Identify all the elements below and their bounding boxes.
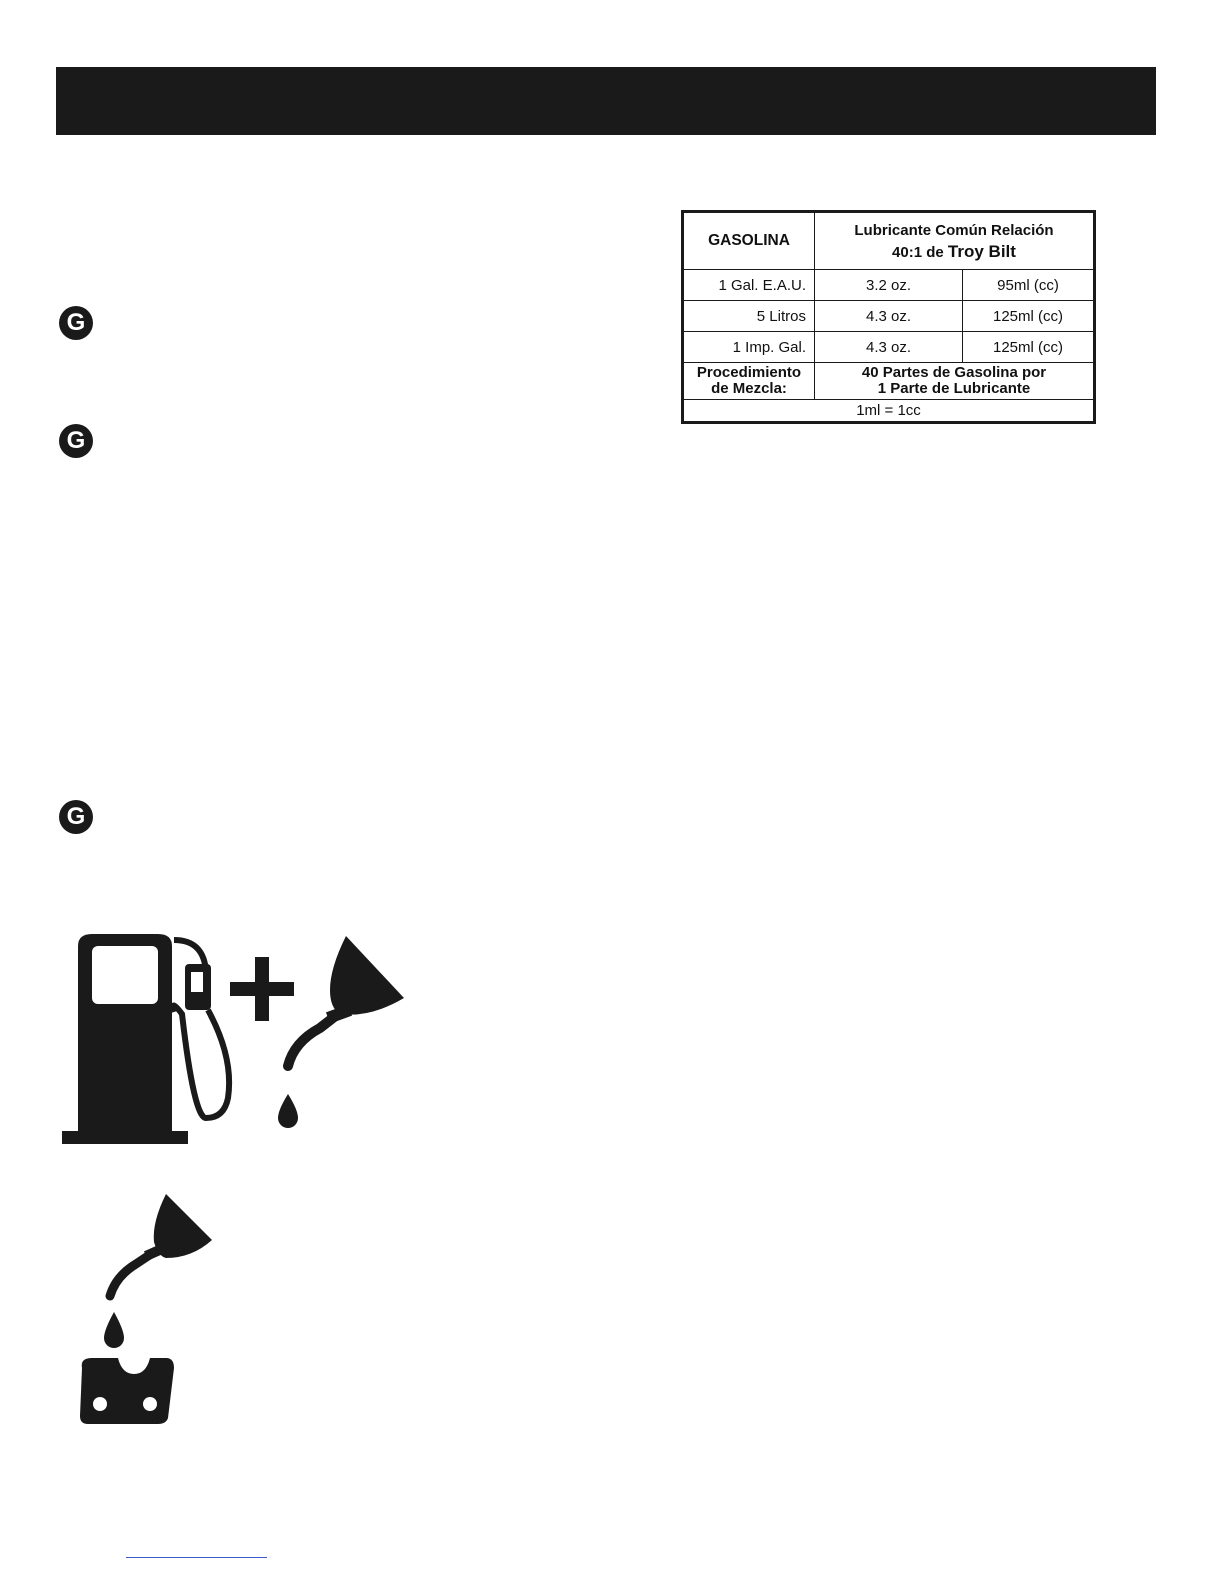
- table-row: [683, 301, 1095, 332]
- g-marker-badge: G: [59, 306, 93, 340]
- g-marker-badge: G: [59, 424, 93, 458]
- cell-gasoline: 1 Gal. E.A.U.: [683, 270, 815, 301]
- cell-gasoline: 5 Litros: [683, 301, 815, 332]
- procedure-label: [683, 363, 815, 400]
- fuel-pump-plus-oil-can-icon: [58, 928, 408, 1153]
- cell-ml: 125ml (cc): [963, 332, 1095, 363]
- header-gasoline: GASOLINA: [683, 212, 815, 270]
- table-header-row: [683, 212, 1095, 270]
- cell-ml: 125ml (cc): [963, 301, 1095, 332]
- header-lubricant: [815, 212, 1095, 270]
- table-row: [683, 332, 1095, 363]
- procedure-label-line2: de Mezcla:: [711, 380, 787, 397]
- cell-ml: 95ml (cc): [963, 270, 1095, 301]
- procedure-label-line1: Procedimiento: [696, 364, 802, 381]
- section-header-bar: [56, 67, 1156, 135]
- footnote-row: [683, 400, 1095, 423]
- procedure-row: [683, 363, 1095, 400]
- header-lubricant-ratio: 40:1 de: [892, 243, 944, 261]
- header-lubricant-brand: Troy Bilt: [947, 241, 1016, 261]
- g-marker-badge: G: [59, 800, 93, 834]
- header-lubricant-line2: [821, 241, 1087, 263]
- table-row: [683, 270, 1095, 301]
- header-lubricant-line1: Lubricante Común Relación: [854, 221, 1054, 239]
- cell-gasoline: 1 Imp. Gal.: [683, 332, 815, 363]
- footnote: 1ml = 1cc: [683, 400, 1095, 423]
- footer-rule: [126, 1557, 267, 1558]
- fuel-mix-table: [681, 210, 1096, 424]
- procedure-text-line2: 1 Parte de Lubricante: [877, 380, 1031, 397]
- oil-can-chain-icon: [74, 1192, 224, 1432]
- cell-oz: 4.3 oz.: [815, 332, 963, 363]
- cell-oz: 3.2 oz.: [815, 270, 963, 301]
- cell-oz: 4.3 oz.: [815, 301, 963, 332]
- procedure-text-line1: 40 Partes de Gasolina por: [861, 364, 1047, 381]
- procedure-text: [815, 363, 1095, 400]
